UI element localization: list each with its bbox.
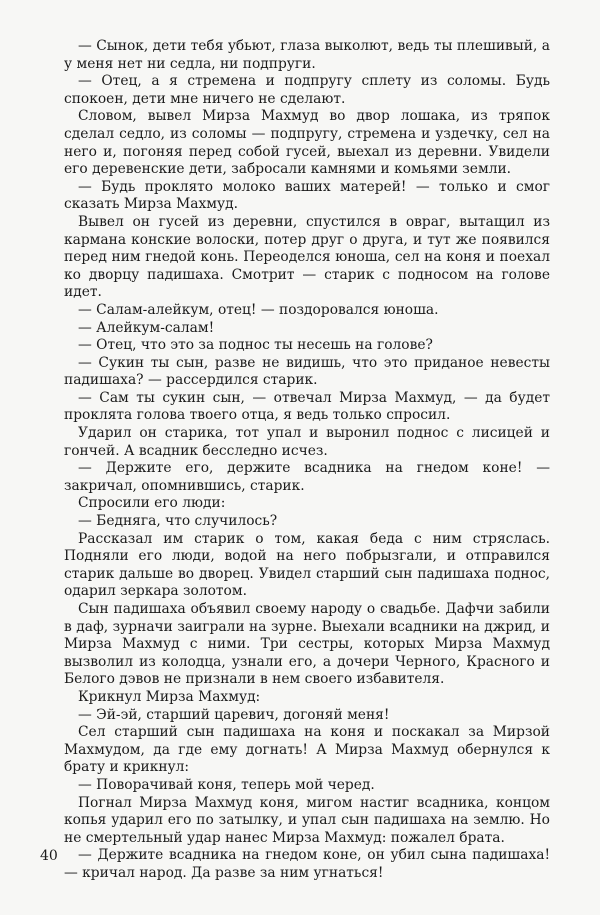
paragraph: Крикнул Мирза Махмуд: (78, 688, 261, 705)
paragraph: Рассказал им старик о том, какая беда с ним стряслась. Подняли его люди, водой на него побрызгали, и отправился старик дальше во дворец. Увидел старший сын падишаха поднос, одарил зеркара золотом. (64, 530, 550, 600)
paragraph: — Сам ты сукин сын, — отвечал Мирза Махмуд, — да будет проклята голова твоего отца, я ведь только спросил. (64, 389, 550, 424)
paragraph: — Будь проклято молоко ваших матерей! — только и смог сказать Мирза Махмуд. (64, 178, 550, 213)
paragraph: — Салам-алейкум, отец! — поздоровался юноша. (78, 301, 439, 318)
paragraph: — Держите его, держите всадника на гнедом коне! — закричал, опомнившись, старик. (64, 460, 550, 494)
paragraph: Спросили его люди: (78, 495, 226, 512)
paragraph: — Поворачивай коня, теперь мой черед. (78, 776, 375, 793)
paragraph: Словом, вывел Мирза Махмуд во двор лошака, из тряпок сделал седло, из соломы — подпругу, стремена и уздечку, сел на него и, погоняя перед собой гусей, выехал из деревни. Увидели его деревенские дети, забросали камнями и комьями земли. (64, 108, 550, 178)
paragraph: Сын падишаха объявил своему народу о свадьбе. Дафчи забили в даф, зурначи заиграли на зурне. Выехали всадники на джрид, и Мирза Махмуд с ними. Три сестры, которых Мирза Махмуд вызволил из колодца, узнали его, а дочери Черного, Красного и Белого дэвов не признали в нем своего избавителя. (64, 601, 550, 688)
paragraph: — Отец, а я стремена и подпругу сплету из соломы. Будь спокоен, дети мне ничего не сделают. (64, 73, 550, 107)
paragraph: — Бедняга, что случилось? (78, 513, 278, 530)
page-body (64, 38, 550, 883)
paragraph: Сел старший сын падишаха на коня и поскакал за Мирзой Махмудом, да где ему догнать! А Мирза Махмуд обернулся к брату и крикнул: (64, 724, 550, 776)
paragraph: — Отец, что это за поднос ты несешь на голове? (78, 337, 433, 354)
paragraph: — Сукин ты сын, разве не видишь, что это приданое невесты падишаха? — рассердился старик. (64, 354, 550, 389)
paragraph: Ударил он старика, тот упал и выронил поднос с лисицей и гончей. А всадник бесследно исчез. (64, 425, 550, 459)
paragraph: — Эй-эй, старший царевич, догоняй меня! (78, 706, 390, 723)
paragraph: — Сынок, дети тебя убьют, глаза выколют, ведь ты плешивый, а у меня нет ни седла, ни подпруги. (64, 38, 550, 72)
paragraph: — Алейкум-салам! (78, 319, 215, 336)
page-number: 40 (40, 848, 58, 864)
paragraph: — Держите всадника на гнедом коне, он убил сына падишаха! — кричал народ. Да разве за ним угнаться! (64, 847, 550, 881)
paragraph: Погнал Мирза Махмуд коня, мигом настиг всадника, концом копья ударил его по затылку, и упал сын падишаха на землю. Но не смертельный удар нанес Мирза Махмуд: пожалел брата. (64, 794, 550, 846)
paragraph: Вывел он гусей из деревни, спустился в овраг, вытащил из кармана конские волоски, потер друг о друга, и тут же появился перед ним гнедой конь. Переоделся юноша, сел на коня и поехал ко дворцу падишаха. Смотрит — старик с подносом на голове идет. (64, 213, 550, 301)
